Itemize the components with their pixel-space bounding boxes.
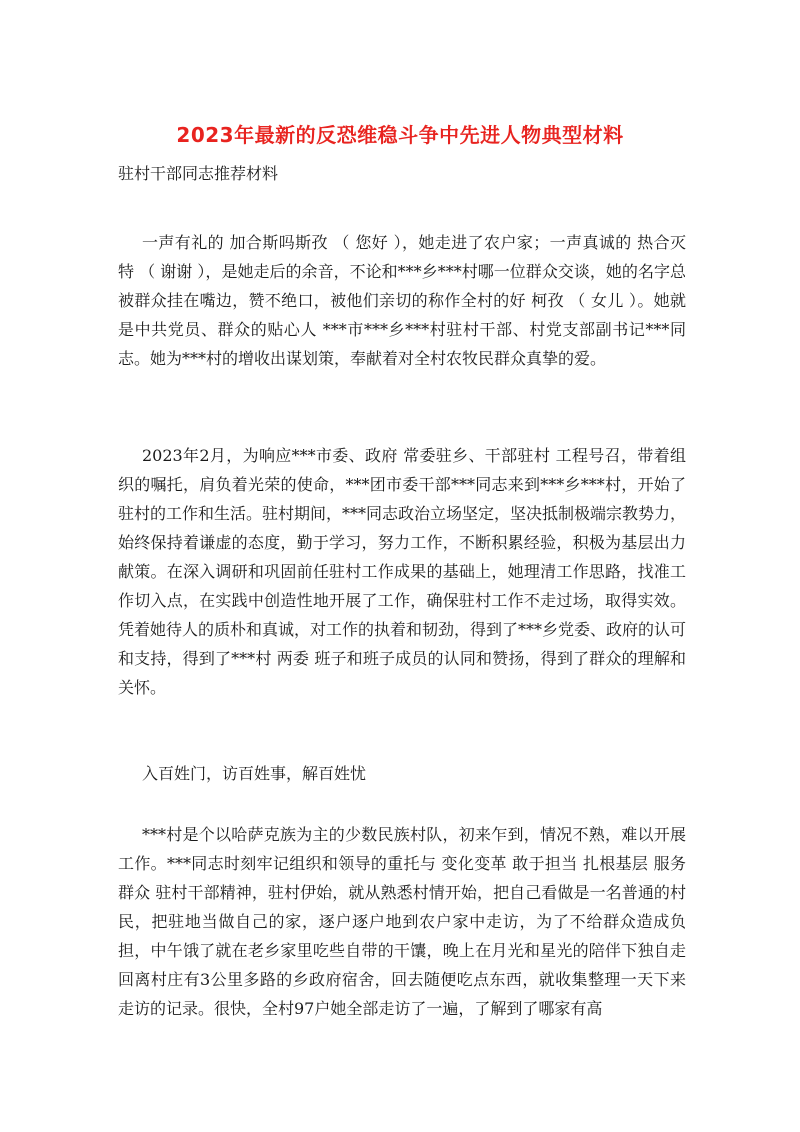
paragraph-background: 2023年2月，为响应***市委、政府 常委驻乡、干部驻村 工程号召，带着组织的嘱托，肩负着光荣的使命，***团市委干部***同志来到***乡***村，开始了驻村的工作和生活。驻村期间，***同志政治立场坚定，坚决抵制极端宗教势力，始终保持着谦虚的态度，勤于学习，努力工作，不断积累经验，积极为基层出力献策。在深入调研和巩固前任驻村工作成果的基础上，她理清工作思路，找准工作切入点，在实践中创造性地开展了工作，确保驻村工作不走过场，取得实效。凭着她待人的质朴和真诚，对工作的执着和韧劲，得到了***乡党委、政府的认可和支持，得到了***村 两委 班子和班子成员的认同和赞扬，得到了群众的理解和关怀。 — [118, 446, 687, 697]
section-heading: 入百姓门，访百姓事，解百姓忧 — [142, 764, 367, 783]
paragraph-intro: 一声有礼的 加合斯吗斯孜 （ 您好 ），她走进了农户家；一声真诚的 热合灭特 （ 谢谢 ），是她走后的余音，不论和***乡***村哪一位群众交谈，她的名字总被群众挂在嘴边，赞不绝口，被他们亲切的称作全村的好 柯孜 （ 女儿 ）。她就是中共党员、群众的贴心人 ***市***乡***村驻村干部、村党支部副书记***同志。她为***村的增收出谋划策，奉献着对全村农牧民群众真挚的爱。 — [118, 233, 686, 368]
paragraph-village: ***村是个以哈萨克族为主的少数民族村队，初来乍到，情况不熟，难以开展工作。***同志时刻牢记组织和领导的重托与 变化变革 敢于担当 扎根基层 服务群众 驻村干部精神，驻村伊始，就从熟悉村情开始，把自己看做是一名普通的村民，把驻地当做自己的家，逐户逐户地到农户家中走访，为了不给群众造成负担，中午饿了就在老乡家里吃些自带的干馕，晚上在月光和星光的陪伴下独自走回离村庄有3公里多路的乡政府宿舍，回去随便吃点东西，就收集整理一天下来走访的记录。很快，全村97户她全部走访了一遍，了解到了哪家有高 — [118, 825, 686, 1018]
document-subtitle: 驻村干部同志推荐材料 — [118, 164, 279, 183]
document-title: 2023年最新的反恐维稳斗争中先进人物典型材料 — [176, 123, 624, 147]
